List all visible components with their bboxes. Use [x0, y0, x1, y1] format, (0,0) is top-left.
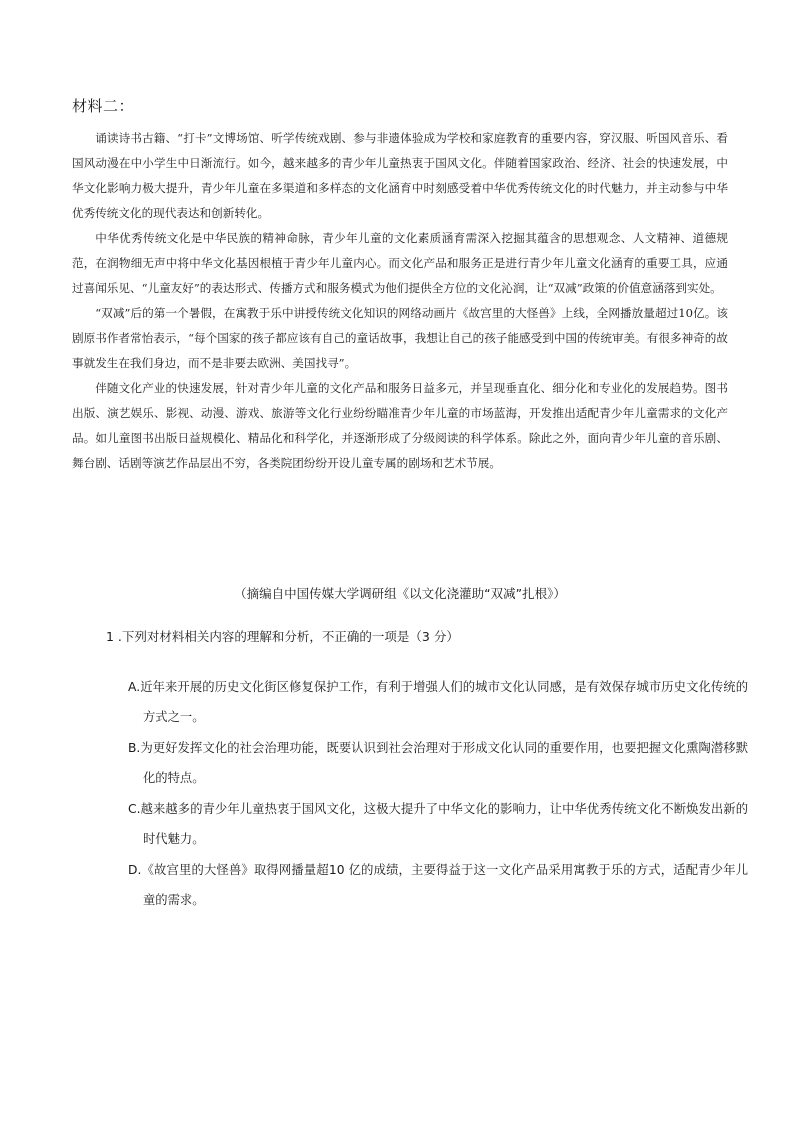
- material-paragraph: 诵读诗书古籍、“打卡”文博场馆、听学传统戏剧、参与非遗体验成为学校和家庭教育的重要内容，穿汉服、听国风音乐、看国风动漫在中小学生中日渐流行。如今，越来越多的青少年儿童热衷于国风文化。伴随着国家政治、经济、社会的快速发展，中华文化影响力极大提升，青少年儿童在多渠道和多样态的文化涵育中时刻感受着中华优秀传统文化的时代魅力，并主动参与中华优秀传统文化的现代表达和创新转化。: [72, 131, 728, 220]
- material-paragraph: 中华优秀传统文化是中华民族的精神命脉，青少年儿童的文化素质涵育需深入挖掘其蕴含的思想观念、人文精神、道德规范，在润物细无声中将中华文化基因根植于青少年儿童内心。而文化产品和服务正是进行青少年儿童文化涵育的重要工具，应通过喜闻乐见、“儿童友好”的表达形式、传播方式和服务模式为他们提供全方位的文化沁润，让“双减”政策的价值意涵落到实处。: [72, 231, 728, 295]
- material-paragraph: 伴随文化产业的快速发展，针对青少年儿童的文化产品和服务日益多元，并呈现垂直化、细分化和专业化的发展趋势。图书出版、演艺娱乐、影视、动漫、游戏、旅游等文化行业纷纷瞄准青少年儿童的市场蓝海，开发推出适配青少年儿童需求的文化产品。如儿童图书出版日益规模化、精品化和科学化，并逐渐形成了分级阅读的科学体系。除此之外，面向青少年儿童的音乐剧、舞台剧、话剧等演艺作品层出不穷，各类院团纷纷开设儿童专属的剧场和艺术节展。: [72, 381, 728, 470]
- material-heading: 材料二：: [72, 97, 135, 115]
- option-b: B.为更好发挥文化的社会治理功能，既要认识到社会治理对于形成文化认同的重要作用，也要把握文化熏陶潜移默化的特点。: [128, 741, 748, 785]
- source-citation: （摘编自中国传媒大学调研组《以文化浇灌助“双减”扎根》）: [234, 586, 566, 601]
- option-c: C.越来越多的青少年儿童热衷于国风文化，这极大提升了中华文化的影响力，让中华优秀传统文化不断焕发出新的时代魅力。: [128, 802, 748, 846]
- option-a: A.近年来开展的历史文化街区修复保护工作，有利于增强人们的城市文化认同感，是有效保存城市历史文化传统的方式之一。: [128, 680, 748, 724]
- question-stem: 1 .下列对材料相关内容的理解和分析，不正确的一项是（3 分）: [106, 629, 459, 644]
- material-body: [72, 126, 728, 476]
- answer-options: [128, 672, 748, 916]
- material-paragraph: “双减”后的第一个暑假，在寓教于乐中讲授传统文化知识的网络动画片《故宫里的大怪兽》上线，全网播放量超过10亿。该剧原书作者常怡表示，“每个国家的孩子都应该有自己的童话故事，我想让自己的孩子能感受到中国的传统审美。有很多神奇的故事就发生在我们身边，而不是非要去欧洲、美国找寻”。: [72, 306, 728, 370]
- option-d: D.《故宫里的大怪兽》取得网播量超10 亿的成绩，主要得益于这一文化产品采用寓教于乐的方式，适配青少年儿童的需求。: [128, 863, 748, 907]
